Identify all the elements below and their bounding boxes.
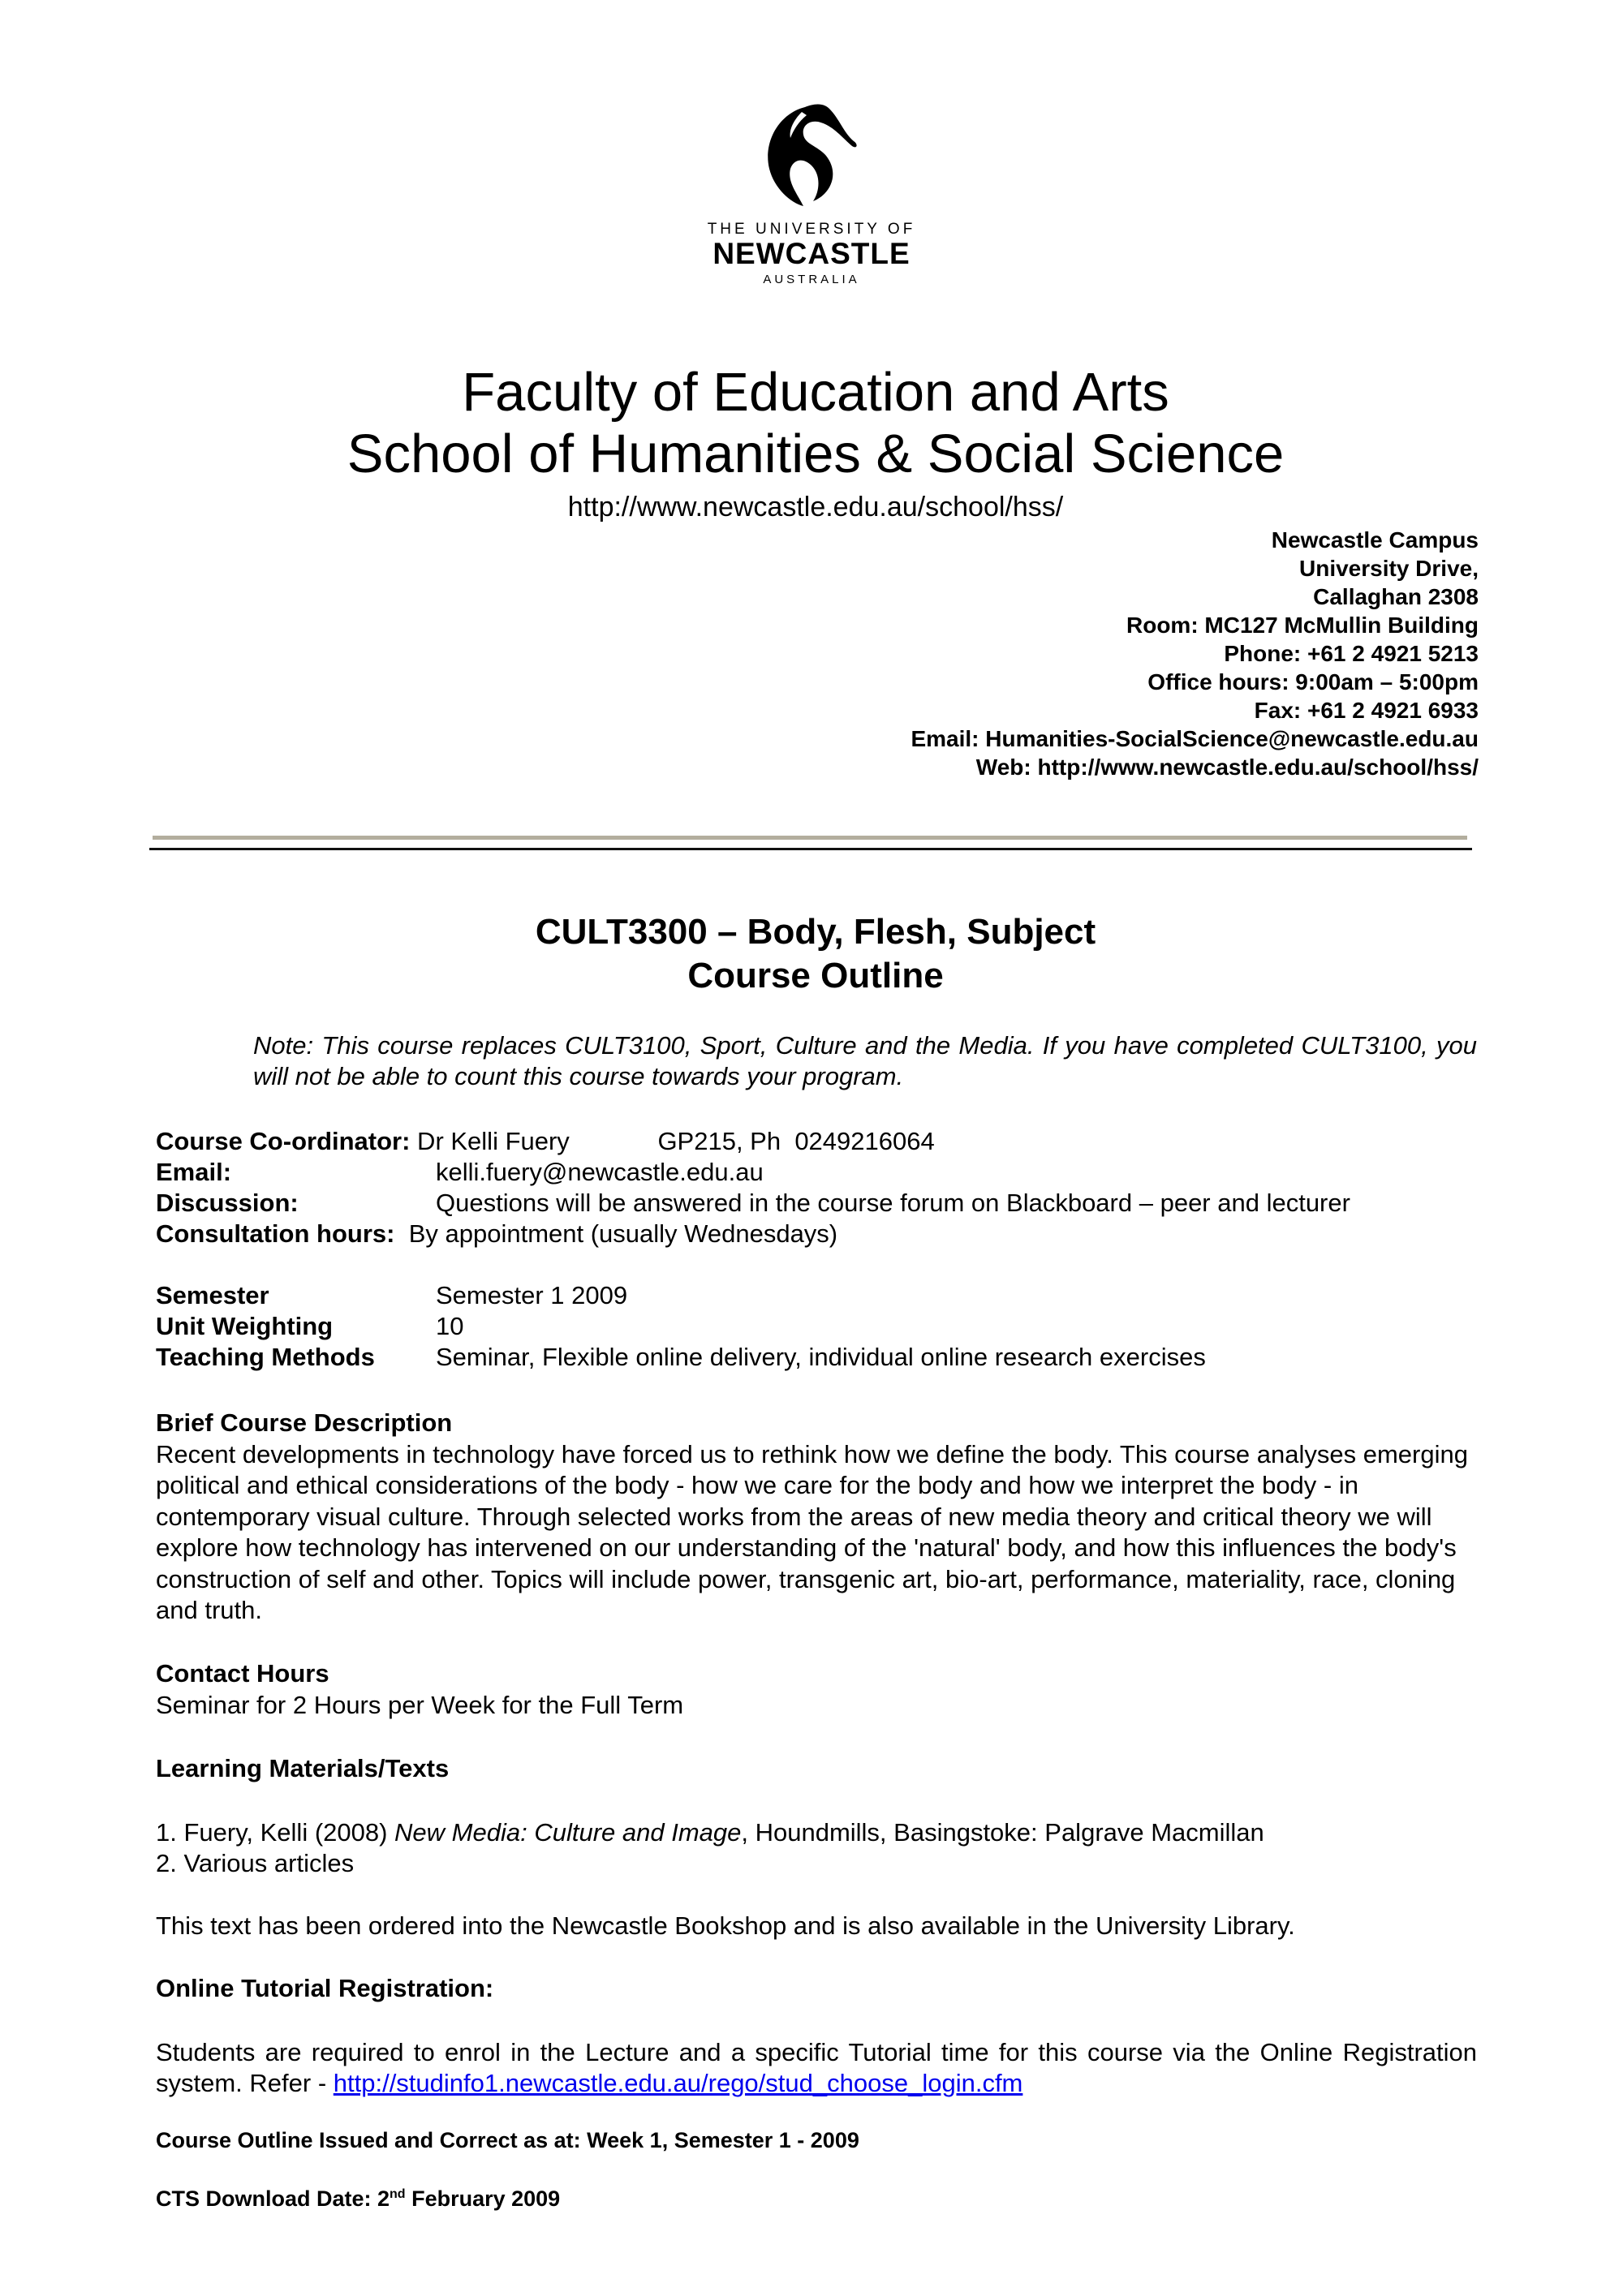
semester-label: Semester bbox=[156, 1281, 269, 1309]
cts-suffix: February 2009 bbox=[405, 2186, 561, 2211]
logo-line-2: NEWCASTLE bbox=[712, 237, 911, 270]
course-heading bbox=[0, 910, 1623, 998]
page-title bbox=[0, 362, 1623, 485]
info-row-weighting bbox=[156, 1311, 1350, 1342]
teaching-label: Teaching Methods bbox=[156, 1343, 375, 1371]
registration-text bbox=[156, 2037, 1477, 2100]
school-url: http://www.newcastle.edu.au/school/hss/ bbox=[567, 492, 1064, 522]
materials-item-1 bbox=[156, 1817, 1477, 1849]
cts-prefix: CTS Download Date: 2 bbox=[156, 2186, 390, 2211]
registration-section bbox=[156, 1973, 1477, 2100]
description-section bbox=[156, 1408, 1477, 1627]
info-row-email bbox=[156, 1157, 1350, 1188]
issued-note: Course Outline Issued and Correct as at: Week 1, Semester 1 - 2009 bbox=[156, 2128, 859, 2152]
address-line: Room: MC127 McMullin Building bbox=[1126, 613, 1479, 638]
registration-link[interactable]: http://studinfo1.newcastle.edu.au/rego/stud_choose_login.cfm bbox=[333, 2069, 1023, 2097]
consultation-value: By appointment (usually Wednesdays) bbox=[394, 1219, 838, 1248]
faculty-name: Faculty of Education and Arts bbox=[462, 362, 1169, 423]
materials-availability: This text has been ordered into the Newcastle Bookshop and is also available in the University Library. bbox=[156, 1911, 1295, 1940]
course-info bbox=[156, 1126, 1350, 1373]
course-note: Note: This course replaces CULT3100, Sport, Culture and the Media. If you have completed CULT3100, you will not be able to count this course towards your program. bbox=[253, 1031, 1477, 1090]
contact-hours-text: Seminar for 2 Hours per Week for the Full Term bbox=[156, 1690, 684, 1719]
teaching-value: Seminar, Flexible online delivery, individual online research exercises bbox=[436, 1343, 1206, 1371]
item-1-title: New Media: Culture and Image bbox=[394, 1817, 742, 1847]
info-row-semester bbox=[156, 1280, 1350, 1311]
discussion-value: Questions will be answered in the course forum on Blackboard – peer and lecturer bbox=[436, 1189, 1350, 1217]
contact-hours-section bbox=[156, 1658, 1477, 1721]
cts-download-date bbox=[156, 2179, 1477, 2215]
contact-address-block bbox=[911, 526, 1479, 781]
email-label: Email: bbox=[156, 1158, 232, 1186]
info-row-discussion bbox=[156, 1188, 1350, 1219]
materials-heading: Learning Materials/Texts bbox=[156, 1754, 450, 1782]
seahorse-crest-icon bbox=[755, 97, 868, 211]
registration-heading: Online Tutorial Registration: bbox=[156, 1974, 494, 2002]
cts-sup: nd bbox=[390, 2187, 406, 2201]
address-line: Callaghan 2308 bbox=[1313, 584, 1479, 609]
coordinator-value: Dr Kelli Fuery bbox=[410, 1127, 570, 1155]
address-line: University Drive, bbox=[1299, 556, 1479, 581]
info-row-teaching bbox=[156, 1342, 1350, 1373]
contact-hours-heading: Contact Hours bbox=[156, 1659, 329, 1688]
semester-value: Semester 1 2009 bbox=[436, 1281, 628, 1309]
address-line: Phone: +61 2 4921 5213 bbox=[1224, 641, 1479, 666]
university-logo bbox=[706, 97, 917, 300]
weighting-label: Unit Weighting bbox=[156, 1312, 334, 1340]
info-row-consultation bbox=[156, 1219, 1350, 1249]
info-row-coordinator bbox=[156, 1126, 1350, 1157]
logo-line-1: THE UNIVERSITY OF bbox=[707, 221, 916, 238]
address-line: Email: Humanities-SocialScience@newcastle.edu.au bbox=[911, 726, 1479, 751]
divider-gray bbox=[153, 836, 1467, 840]
weighting-value: 10 bbox=[436, 1312, 464, 1340]
discussion-label: Discussion: bbox=[156, 1189, 299, 1217]
description-text: Recent developments in technology have forced us to rethink how we define the body. This course analyses emerging political and ethical considerations of the body - how we care for the body and how we interpret the body - in contemporary visual culture. Through selected works from the areas of new media theory and critical theory we will explore how technology has intervened on our understanding of the 'natural' body, and how this influences the body's construction of self and other. Topics will include power, transgenic art, bio-art, performance, materiality, race, cloning and truth. bbox=[156, 1439, 1468, 1624]
logo-line-3: AUSTRALIA bbox=[763, 273, 860, 286]
course-title: CULT3300 – Body, Flesh, Subject bbox=[535, 912, 1096, 952]
course-subtitle: Course Outline bbox=[687, 956, 944, 995]
coordinator-room: GP215, Ph 0249216064 bbox=[657, 1127, 935, 1155]
item-1-author: 1. Fuery, Kelli (2008) bbox=[156, 1817, 395, 1847]
materials-item-2: 2. Various articles bbox=[156, 1849, 355, 1877]
address-line: Office hours: 9:00am – 5:00pm bbox=[1147, 669, 1479, 694]
item-1-publisher: , Houndmills, Basingstoke: Palgrave Macmillan bbox=[741, 1817, 1264, 1847]
address-line: Newcastle Campus bbox=[1271, 527, 1479, 553]
address-line: Web: http://www.newcastle.edu.au/school/hss/ bbox=[975, 755, 1479, 780]
registration-instructions: Students are required to enrol in the Lecture and a specific Tutorial time for this course via the Online Registration system. Refer - bbox=[156, 2037, 1477, 2097]
school-name: School of Humanities & Social Science bbox=[347, 424, 1285, 484]
email-value: kelli.fuery@newcastle.edu.au bbox=[436, 1158, 764, 1186]
description-heading: Brief Course Description bbox=[156, 1408, 453, 1437]
divider-black bbox=[149, 848, 1472, 850]
coordinator-label: Course Co-ordinator: bbox=[156, 1127, 411, 1155]
consultation-label: Consultation hours: bbox=[156, 1219, 395, 1248]
address-line: Fax: +61 2 4921 6933 bbox=[1254, 698, 1479, 723]
materials-section bbox=[156, 1753, 1477, 1941]
